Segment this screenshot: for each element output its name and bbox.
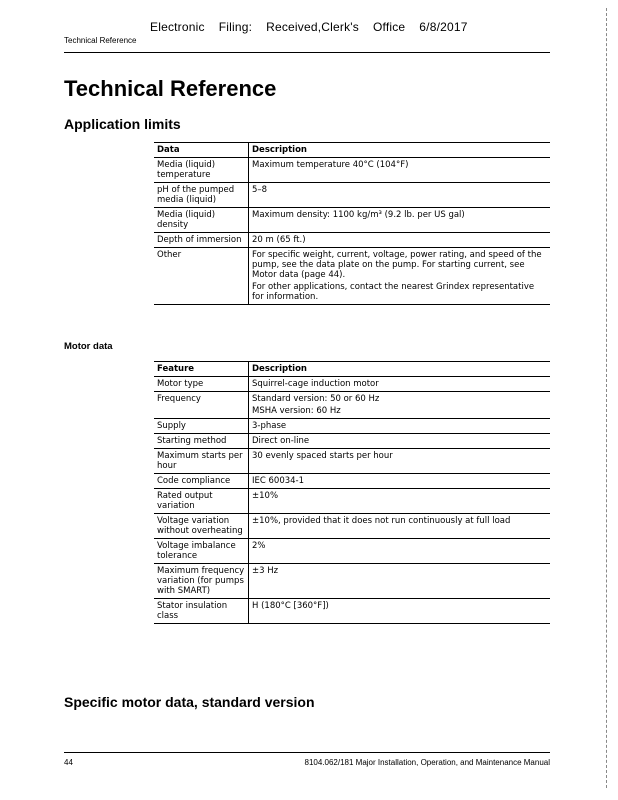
application-limits-title: Application limits xyxy=(64,116,181,132)
description-line: Squirrel-cage induction motor xyxy=(252,379,379,389)
column-header-data: Data xyxy=(154,143,249,158)
description-line: Standard version: 50 or 60 Hz xyxy=(252,394,380,404)
row-label: Starting method xyxy=(154,434,249,449)
motor-data-table xyxy=(154,361,550,624)
header-rule xyxy=(64,52,550,53)
description-line: 20 m (65 ft.) xyxy=(252,235,306,245)
row-description xyxy=(249,377,551,392)
description-line: 2% xyxy=(252,541,266,551)
description-line: Maximum density: 1100 kg/m³ (9.2 lb. per US gal) xyxy=(252,210,465,220)
description-line: 5–8 xyxy=(252,185,268,195)
page-number: 44 xyxy=(64,758,73,767)
row-label: Rated output variation xyxy=(154,489,249,514)
row-label: Maximum starts per hour xyxy=(154,449,249,474)
row-description xyxy=(249,564,551,599)
description-line: Direct on-line xyxy=(252,436,310,446)
row-label: Supply xyxy=(154,419,249,434)
table-row xyxy=(154,377,550,392)
table-header-row xyxy=(154,362,550,377)
row-label: Other xyxy=(154,248,249,305)
row-description xyxy=(249,474,551,489)
stamp-word-received: Received,Clerk's xyxy=(266,20,359,34)
page-title: Technical Reference xyxy=(64,76,277,101)
description-line: For specific weight, current, voltage, power rating, and speed of the pump, see the data plate on the pump. For starting current, see Motor data (page 44). xyxy=(252,250,542,280)
row-description xyxy=(249,183,551,208)
row-description xyxy=(249,599,551,624)
description-line: IEC 60034-1 xyxy=(252,476,305,486)
row-label: Frequency xyxy=(154,392,249,419)
row-description xyxy=(249,233,551,248)
table-header-row xyxy=(154,143,550,158)
row-label: Stator insulation class xyxy=(154,599,249,624)
table-row xyxy=(154,248,550,305)
row-label: Depth of immersion xyxy=(154,233,249,248)
running-head: Technical Reference xyxy=(64,36,137,45)
table-row xyxy=(154,599,550,624)
row-label: Media (liquid) density xyxy=(154,208,249,233)
row-label: pH of the pumped media (liquid) xyxy=(154,183,249,208)
table-row xyxy=(154,489,550,514)
table-row xyxy=(154,183,550,208)
footer-rule xyxy=(64,752,550,753)
row-label: Motor type xyxy=(154,377,249,392)
row-label: Voltage variation without overheating xyxy=(154,514,249,539)
stamp-word-electronic: Electronic xyxy=(150,20,205,34)
table-row xyxy=(154,392,550,419)
row-description xyxy=(249,434,551,449)
row-description xyxy=(249,248,551,305)
table-row xyxy=(154,514,550,539)
table-row xyxy=(154,434,550,449)
description-line: ±3 Hz xyxy=(252,566,279,576)
stamp-date: 6/8/2017 xyxy=(419,20,468,34)
row-description xyxy=(249,392,551,419)
motor-data-title: Motor data xyxy=(64,341,113,352)
table-row xyxy=(154,564,550,599)
row-label: Maximum frequency variation (for pumps with SMART) xyxy=(154,564,249,599)
column-header-feature: Feature xyxy=(154,362,249,377)
row-description xyxy=(249,208,551,233)
table-row xyxy=(154,474,550,489)
specific-motor-data-title: Specific motor data, standard version xyxy=(64,694,315,710)
column-header-description: Description xyxy=(249,362,551,377)
row-label: Voltage imbalance tolerance xyxy=(154,539,249,564)
stamp-word-filing: Filing: xyxy=(218,20,253,34)
table-row xyxy=(154,419,550,434)
row-description xyxy=(249,514,551,539)
description-line: H (180°C [360°F]) xyxy=(252,601,329,611)
table-row xyxy=(154,158,550,183)
row-label: Media (liquid) temperature xyxy=(154,158,249,183)
table-row xyxy=(154,539,550,564)
column-header-description: Description xyxy=(249,143,551,158)
manual-title: 8104.062/181 Major Installation, Operation, and Maintenance Manual xyxy=(304,758,550,767)
description-line: For other applications, contact the nearest Grindex representative for information. xyxy=(252,282,535,302)
row-description xyxy=(249,419,551,434)
row-description xyxy=(249,539,551,564)
row-description xyxy=(249,158,551,183)
filing-stamp xyxy=(150,20,482,34)
description-line: MSHA version: 60 Hz xyxy=(252,406,341,416)
scan-edge-marks xyxy=(606,8,609,788)
row-label: Code compliance xyxy=(154,474,249,489)
row-description xyxy=(249,449,551,474)
table-row xyxy=(154,449,550,474)
table-row xyxy=(154,233,550,248)
description-line: 30 evenly spaced starts per hour xyxy=(252,451,393,461)
description-line: Maximum temperature 40°C (104°F) xyxy=(252,160,409,170)
row-description xyxy=(249,489,551,514)
description-line: ±10% xyxy=(252,491,279,501)
description-line: ±10%, provided that it does not run continuously at full load xyxy=(252,516,511,526)
description-line: 3-phase xyxy=(252,421,287,431)
table-row xyxy=(154,208,550,233)
application-limits-table xyxy=(154,142,550,305)
stamp-word-office: Office xyxy=(372,20,406,34)
